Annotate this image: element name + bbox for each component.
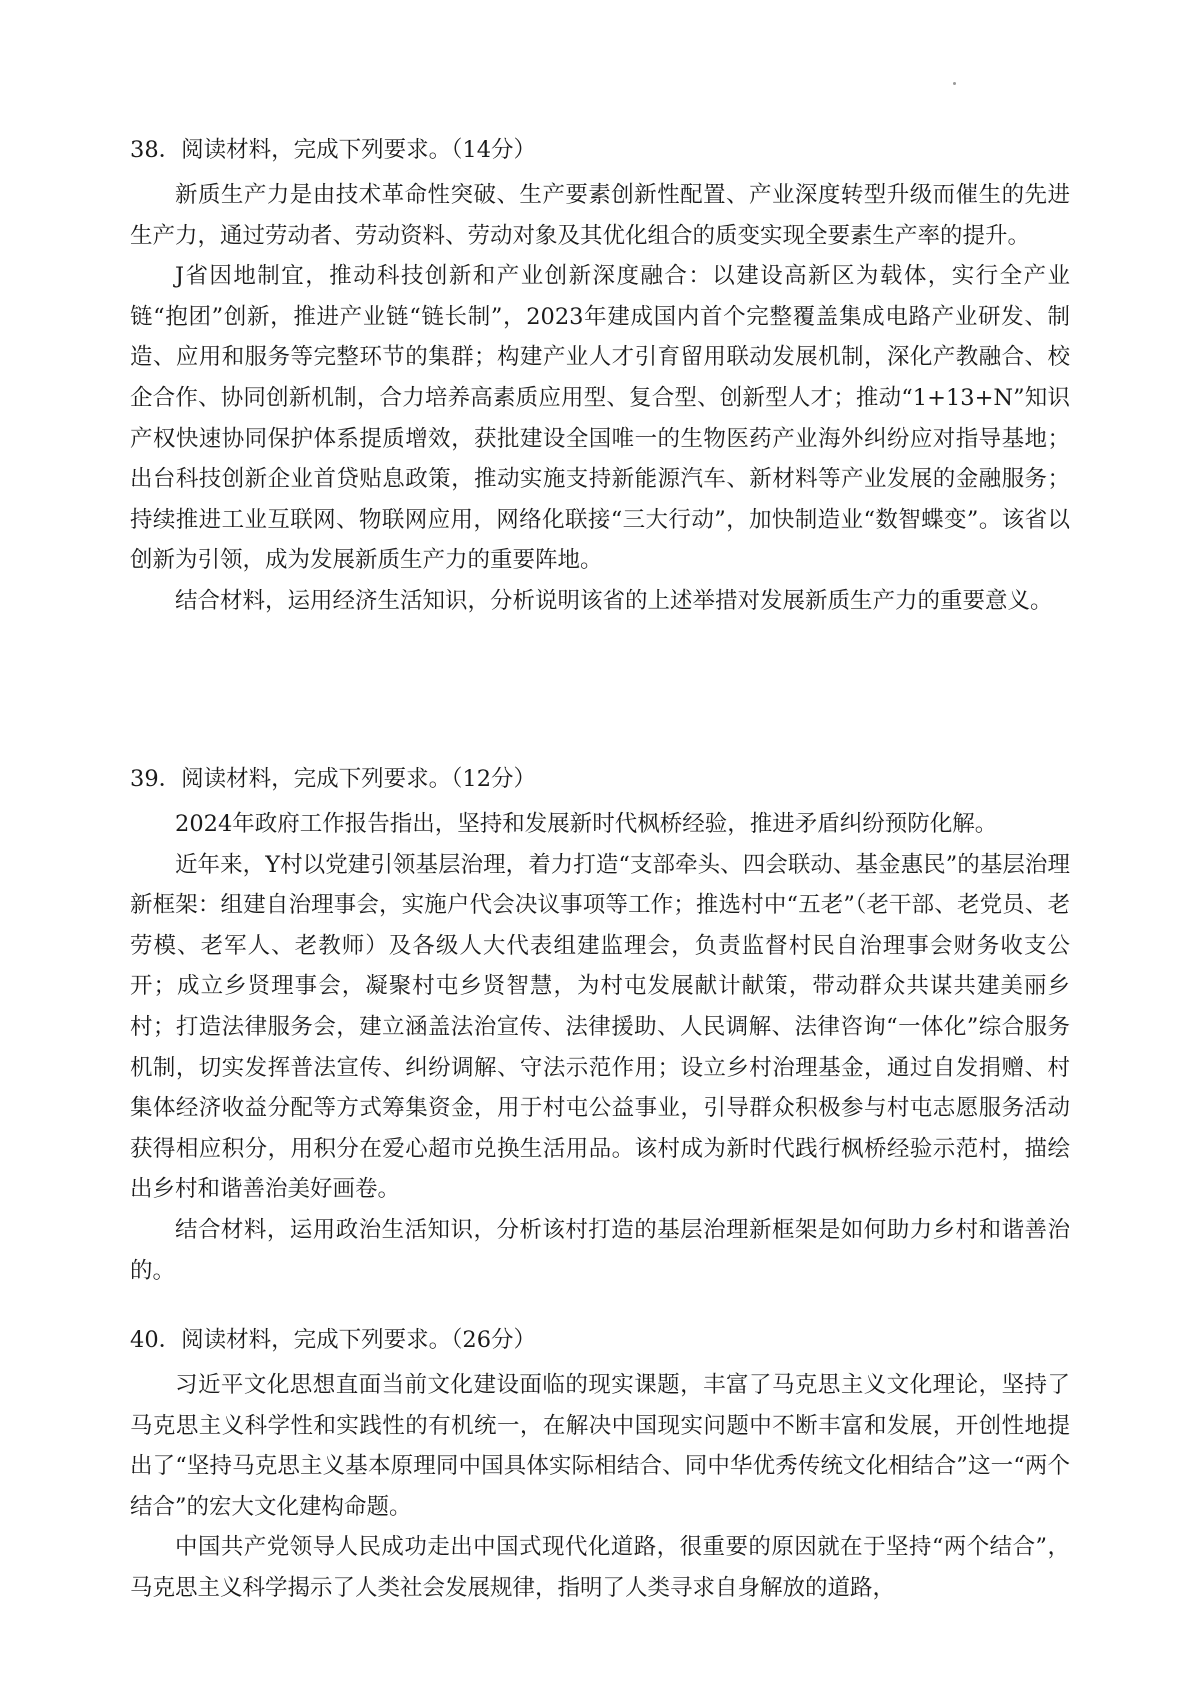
material-paragraph: 近年来，Y村以党建引领基层治理，着力打造“支部牵头、四会联动、基金惠民”的基层治理新框架：组建自治理事会，实施户代会决议事项等工作；推选村中“五老”（老干部、老党员、老劳模、老军人、老教师）及各级人大代表组建监理会，负责监督村民自治理事会财务收支公开；成立乡贤理事会，凝聚村屯乡贤智慧，为村屯发展献计献策，带动群众共谋共建美丽乡村；打造法律服务会，建立涵盖法治宣传、法律援助、人民调解、法律咨询“一体化”综合服务机制，切实发挥普法宣传、纠纷调解、守法示范作用；设立乡村治理基金，通过自发捐赠、村集体经济收益分配等方式筹集资金，用于村屯公益事业，引导群众积极参与村屯志愿服务活动获得相应积分，用积分在爱心超市兑换生活用品。该村成为新时代践行枫桥经验示范村，描绘出乡村和谐善治美好画卷。	[130, 851, 1070, 1203]
material-paragraph: 2024年政府工作报告指出，坚持和发展新时代枫桥经验，推进矛盾纠纷预防化解。	[175, 811, 998, 837]
question-40	[130, 1316, 1070, 1609]
material-paragraph: 习近平文化思想直面当前文化建设面临的现实课题，丰富了马克思主义文化理论，坚持了马克思主义科学性和实践性的有机统一，在解决中国现实问题中不断丰富和发展，开创性地提出了“坚持马克思主义基本原理同中国具体实际相结合、同中华优秀传统文化相结合”这一“两个结合”的宏大文化建构命题。	[130, 1372, 1070, 1520]
question-38	[130, 126, 1070, 622]
question-39	[130, 755, 1070, 1291]
material-paragraph: 新质生产力是由技术革命性突破、生产要素创新性配置、产业深度转型升级而催生的先进生产力，通过劳动者、劳动资料、劳动对象及其优化组合的质变实现全要素生产率的提升。	[130, 182, 1070, 249]
question-prompt: 结合材料，运用经济生活知识，分析说明该省的上述举措对发展新质生产力的重要意义。	[175, 587, 1053, 614]
scan-speck	[953, 82, 956, 85]
material-paragraph: 中国共产党领导人民成功走出中国式现代化道路，很重要的原因就在于坚持“两个结合”，马克思主义科学揭示了人类社会发展规律，指明了人类寻求自身解放的道路，	[130, 1534, 1070, 1601]
question-header: 39．阅读材料，完成下列要求。（12分）	[130, 766, 537, 792]
question-header: 38．阅读材料，完成下列要求。（14分）	[130, 137, 537, 163]
question-prompt: 结合材料，运用政治生活知识，分析该村打造的基层治理新框架是如何助力乡村和谐善治的。	[130, 1216, 1070, 1284]
material-paragraph: J省因地制宜，推动科技创新和产业创新深度融合：以建设高新区为载体，实行全产业链“抱团”创新，推进产业链“链长制”，2023年建成国内首个完整覆盖集成电路产业研发、制造、应用和服务等完整环节的集群；构建产业人才引育留用联动发展机制，深化产教融合、校企合作、协同创新机制，合力培养高素质应用型、复合型、创新型人才；推动“1+13+N”知识产权快速协同保护体系提质增效，获批建设全国唯一的生物医药产业海外纠纷应对指导基地；出台科技创新企业首贷贴息政策，推动实施支持新能源汽车、新材料等产业发展的金融服务；持续推进工业互联网、物联网应用，网络化联接“三大行动”，加快制造业“数智蝶变”。该省以创新为引领，成为发展新质生产力的重要阵地。	[130, 263, 1070, 574]
question-header: 40．阅读材料，完成下列要求。（26分）	[130, 1327, 537, 1353]
